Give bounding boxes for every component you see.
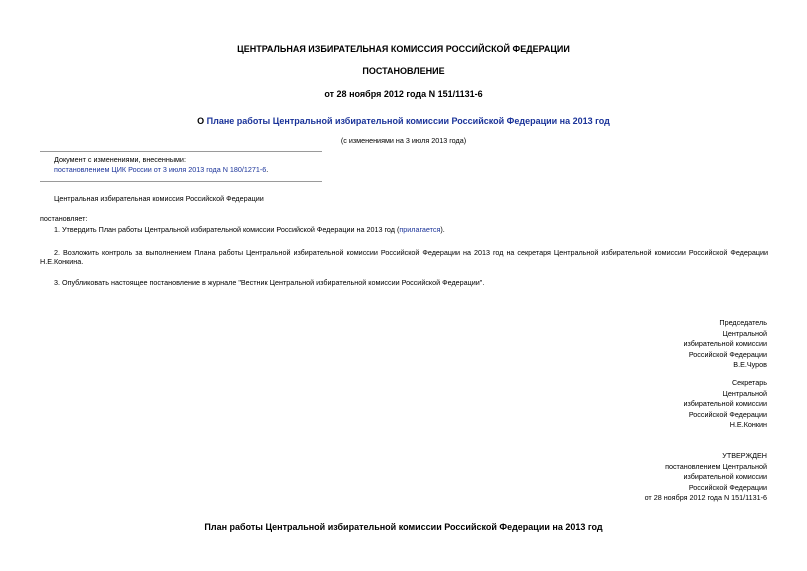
paragraph-1-text: 1. Утвердить План работы Центральной избирательной комиссии Российской Федерации на 2013 год (	[54, 225, 400, 234]
approval-line: Российской Федерации	[688, 482, 767, 492]
date-number-heading: от 28 ноября 2012 года N 151/1131-6	[324, 89, 483, 99]
secretary-line: Секретарь	[731, 378, 767, 387]
secretary-line: Центральной	[722, 388, 767, 398]
approval-line: постановлением Центральной	[665, 461, 767, 471]
resolves-text: постановляет:	[40, 214, 88, 223]
divider-top	[40, 151, 322, 152]
document-title	[0, 116, 807, 126]
approval-line: избирательной комиссии	[683, 472, 767, 481]
chairman-signature	[684, 318, 767, 371]
issuer-text: Центральная избирательная комиссия Российской Федерации	[54, 194, 264, 203]
paragraph-3: 3. Опубликовать настоящее постановление в журнале "Вестник Центральной избирательной комиссии Российской Федерации".	[54, 278, 485, 287]
changes-intro: Документ с изменениями, внесенными:	[54, 155, 186, 164]
chairman-line: Центральной	[722, 328, 767, 338]
secretary-signature	[684, 378, 767, 431]
approval-line: УТВЕРЖДЕН	[722, 451, 767, 460]
divider-bottom	[40, 181, 322, 182]
chairman-line: избирательной комиссии	[683, 339, 767, 348]
chairman-line: Российской Федерации	[688, 349, 767, 359]
title-link[interactable]: Плане работы Центральной избирательной комиссии Российской Федерации на 2013 год	[206, 116, 610, 126]
amendment-note: (с изменениями на 3 июля 2013 года)	[340, 136, 467, 145]
plan-title: План работы Центральной избирательной комиссии Российской Федерации на 2013 год	[204, 522, 603, 532]
changes-link[interactable]: постановлением ЦИК России от 3 июля 2013 года N 180/1271-6	[54, 165, 267, 174]
secretary-line: избирательной комиссии	[683, 399, 767, 408]
changes-tail: .	[266, 165, 269, 174]
org-heading: ЦЕНТРАЛЬНАЯ ИЗБИРАТЕЛЬНАЯ КОМИССИЯ РОССИЙСКОЙ ФЕДЕРАЦИИ	[237, 44, 570, 54]
paragraph-1-tail: ).	[440, 225, 445, 234]
approval-date: от 28 ноября 2012 года N 151/1131-6	[644, 493, 767, 502]
approval-block	[645, 451, 767, 504]
secretary-line: Российской Федерации	[688, 409, 767, 419]
doc-type-heading: ПОСТАНОВЛЕНИЕ	[362, 66, 445, 76]
paragraph-2: 2. Возложить контроль за выполнением Плана работы Центральной избирательной комиссии Российской Федерации на 2013 год на секретаря Центральной избирательной комиссии Российской Федерации Н.Е.Конкина.	[40, 248, 768, 266]
chairman-line: Председатель	[719, 318, 767, 327]
secretary-name: Н.Е.Конкин	[729, 420, 767, 429]
chairman-name: В.Е.Чуров	[733, 360, 767, 369]
changes-reference	[54, 165, 268, 174]
attachment-link[interactable]: прилагается	[399, 225, 441, 234]
paragraph-1	[54, 225, 445, 234]
title-prefix: О	[197, 116, 207, 126]
